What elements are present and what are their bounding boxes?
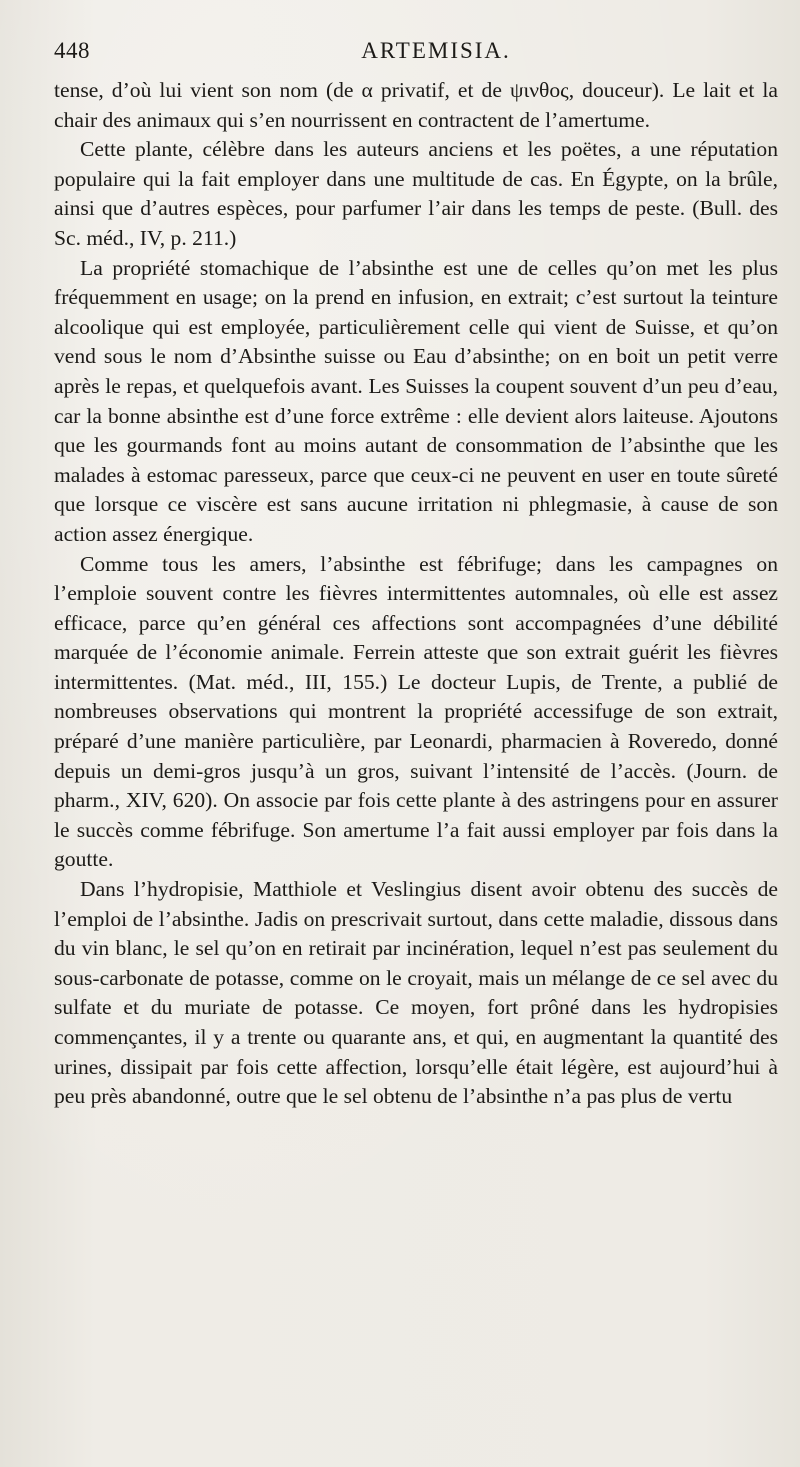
paragraph: Dans l’hydropisie, Matthiole et Veslingius disent avoir obtenu des succès de l’emploi de l’absinthe. Jadis on prescrivait surtout, dans cette maladie, dissous dans du vin blanc, le sel qu’on en retirait par incinération, lequel n’est pas seulement du sous-carbonate de potasse, comme on le croyait, mais un mélange de ce sel avec du sulfate et du muriate de potasse. Ce moyen, fort prôné dans les hydropisies commençantes, il y a trente ou quarante ans, et qui, en augmentant la quantité des urines, dissipait par fois cette affection, lorsqu’elle était légère, est aujourd’hui à peu près abandonné, outre que le sel obtenu de l’absinthe n’a pas plus de vertu	[54, 877, 778, 1109]
paragraph: Cette plante, célèbre dans les auteurs anciens et les poëtes, a une réputation populaire qui la fait employer dans une multitude de cas. En Égypte, on la brûle, ainsi que d’autres espèces, pour parfumer l’air dans les temps de peste. (Bull. des Sc. méd., IV, p. 211.)	[54, 137, 778, 250]
paragraph: Comme tous les amers, l’absinthe est fébrifuge; dans les campagnes on l’emploie souvent contre les fièvres intermittentes automnales, où elle est assez efficace, parce qu’en général ces affections sont accompagnées d’une débilité marquée de l’économie animale. Ferrein atteste que son extrait guérit les fièvres intermittentes. (Mat. méd., III, 155.) Le docteur Lupis, de Trente, a publié de nombreuses observations qui montrent la propriété accessifuge de son extrait, préparé d’une manière particulière, par Leonardi, pharmacien à Roveredo, donné depuis un demi-gros jusqu’à un gros, suivant l’intensité de l’accès. (Journ. de pharm., XIV, 620). On associe par fois cette plante à des astringens pour en assurer le succès comme fébrifuge. Son amertume l’a fait aussi employer par fois dans la goutte.	[54, 551, 778, 872]
page-header	[54, 36, 778, 76]
paragraph: La propriété stomachique de l’absinthe est une de celles qu’on met les plus fréquemment en usage; on la prend en infusion, en extrait; c’est surtout la teinture alcoolique qui est employée, particulièrement celle qui vient de Suisse, et qu’on vend sous le nom d’Absinthe suisse ou Eau d’absinthe; on en boit un petit verre après le repas, et quelquefois avant. Les Suisses la coupent souvent d’un peu d’eau, car la bonne absinthe est d’une force extrême : elle devient alors laiteuse. Ajoutons que les gourmands font au moins autant de consommation de l’absinthe que les malades à estomac paresseux, parce que ceux-ci ne peuvent en user en toute sûreté que lorsque ce viscère est sans aucune irritation ni phlegmasie, à cause de son action assez énergique.	[54, 255, 778, 546]
page-number: 448	[54, 38, 90, 63]
body-text	[54, 76, 778, 1112]
paragraph-continuation: tense, d’où lui vient son nom (de α privatif, et de ψινθος, douceur). Le lait et la chair des animaux qui s’en nourrissent en contractent de l’amertume.	[54, 78, 778, 132]
running-title: ARTEMISIA.	[361, 38, 511, 63]
